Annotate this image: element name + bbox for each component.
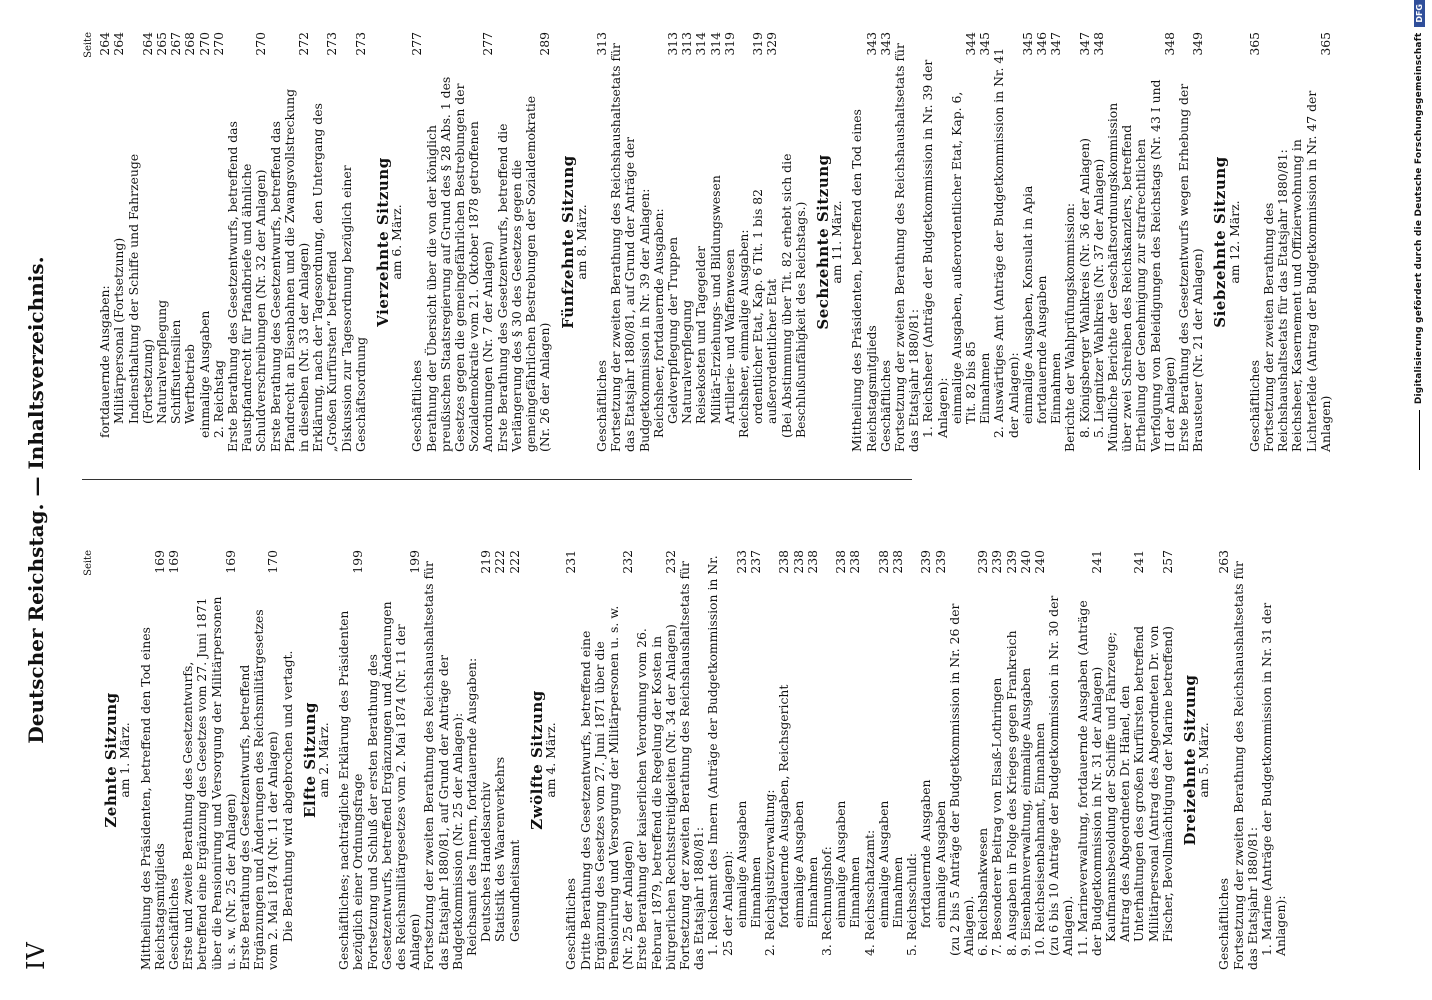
toc-entry: einmalige Ausgaben 233 — [733, 550, 749, 928]
toc-entry: Erklärung, nach der Tagesordnung, den Untergang des „Großen Kurfürsten“ betreffend 273 — [310, 32, 340, 452]
session-heading: Fünfzehnte Sitzung — [558, 155, 577, 329]
toc-entry: Gesundheitsamt 222 — [506, 550, 522, 942]
toc-entry: Statistik des Waarenverkehrs 222 — [492, 550, 508, 942]
toc-entry: 10. Reichseisenbahnamt, Einnahmen 240 — [1032, 550, 1047, 956]
toc-entry: Fortsetzung der zweiten Berathung des Reichshaushaltsetats für das Etatsjahr 1880/81: Reichsheer, Kasernement und Offizierwohnung in Lichterfelde (Antrag der Budgetkommission in Nr. 47 der Anlagen) 365 — [1261, 32, 1333, 452]
toc-entry: Einnahmen 238 — [889, 550, 905, 928]
toc-entry: Fortsetzung der zweiten Berathung des Reichshaushaltsetats für das Etatsjahr 1880/81: — [1230, 561, 1260, 970]
seite-label: Seite — [83, 32, 94, 58]
session-heading: Elfte Sitzung — [300, 701, 319, 819]
session-date: am 11. März. — [829, 200, 845, 284]
running-title: Deutscher Reichstag. — Inhaltsverzeichnis. — [24, 256, 48, 744]
right-column — [82, 32, 1333, 452]
footer-rule — [1419, 410, 1420, 470]
toc-entry: Erste Berathung des Gesetzentwurfs wegen Erhebung der Brausteuer (Nr. 21 der Anlagen) 349 — [1176, 32, 1206, 452]
toc-entry: 3. Rechnungshof: — [818, 846, 834, 956]
toc-entry: fortdauernde Ausgaben 346 — [1034, 32, 1049, 424]
toc-entry: Militärpersonal (Fortsetzung) 264 — [111, 32, 127, 424]
toc-entry: einmalige Ausgaben 238 — [875, 550, 891, 928]
toc-entry: Mittheilung des Präsidenten, betreffend den Tod eines Reichstagsmitglieds 169 — [137, 550, 167, 970]
toc-entry: 8. Königsberger Wahlkreis (Nr. 36 der Anlagen) 347 — [1076, 32, 1092, 438]
toc-entry: Mittheilung des Präsidenten, betreffend den Tod eines Reichstagsmitglieds 343 — [849, 32, 879, 452]
session-date: am 5. März. — [1196, 722, 1212, 798]
toc-entry: Indiensthaltung der Schiffe und Fahrzeuge (Fortsetzung) 264 — [125, 32, 155, 424]
session-heading: Zehnte Sitzung — [102, 692, 121, 828]
session-date: am 1. März. — [117, 722, 133, 798]
toc-entry: außerordentlicher Etat 329 — [764, 32, 780, 424]
page-header — [0, 0, 70, 1000]
toc-entry: 2. Reichstag 270 — [210, 32, 226, 438]
toc-entry: 9. Eisenbahnverwaltung, einmalige Ausgaben 240 — [1017, 550, 1033, 956]
toc-entry: Reisekosten und Tagegelder 314 — [693, 32, 709, 424]
session-heading: Vierzehnte Sitzung — [374, 157, 393, 327]
toc-entry: Berathung der Übersicht über die von der königlich preußischen Staatsregierung auf Grund des § 28 Abs. 1 des Gesetzes gegen die gemeingefährlichen Bestrebungen der Sozialdemokratie vom 21. Oktober 1878 getroffenen Anordnungen (Nr. 7 der Anlagen) 277 — [423, 32, 496, 452]
session-date: am 2. März. — [316, 722, 332, 798]
session-date: am 6. März. — [389, 204, 405, 280]
toc-entry: Erste Berathung der kaiserlichen Verordnung vom 26. Februar 1879, betreffend die Regelung der Kosten in bürgerlichen Rechtsstreitigkeiten (Nr. 34 der Anlagen) 232 — [634, 550, 678, 970]
toc-entry: Einnahmen 345 — [977, 32, 993, 424]
toc-entry: Erste Berathung des Gesetzentwurfs, betreffend das Faustpfandrecht für Pfandbriefe und ähnliche Schuldverschreibungen (Nr. 32 der Anlagen) 270 — [225, 32, 269, 452]
session-heading: Siebzehnte Sitzung — [1211, 156, 1230, 328]
toc-entry: Naturalverpflegung 265 — [154, 32, 170, 424]
toc-entry: einmalige Ausgaben, Konsulat in Apia 345 — [1019, 32, 1035, 424]
session-heading: Zwölfte Sitzung — [527, 690, 546, 830]
toc-entry: Geschäftliches 169 — [166, 550, 182, 970]
toc-entry: einmalige Ausgaben 238 — [833, 550, 849, 928]
toc-entry: (zu 6 bis 10 Anträge der Budgetkommission in Nr. 30 der Anlagen). — [1046, 595, 1076, 956]
seite-label: Seite — [83, 550, 94, 576]
toc-entry: Erste Berathung des Gesetzentwurfs, betreffend Ergänzungen und Änderungen des Reichsmilitärgesetzes vom 2. Mai 1874 (Nr. 11 der Anlagen) 170 — [237, 550, 281, 970]
toc-entry: Fortsetzung und Schluß der ersten Berathung des Gesetzentwurfs, betreffend Ergänzungen und Änderungen des Reichsmilitärgesetzes vom 2. Mai 1874 (Nr. 11 der Anlagen) 199 — [364, 550, 423, 970]
toc-entry: Einnahmen 347 — [1048, 32, 1064, 424]
toc-entry: Erste Berathung des Gesetzentwurfs, betreffend die Verlängerung des § 30 des Gesetzes gegen die gemeingefährlichen Bestrebungen der Sozialdemokratie (Nr. 26 der Anlagen) 289 — [494, 32, 553, 452]
toc-entry: Geschäftliches 313 — [593, 32, 609, 452]
toc-entry: fortdauernde Ausgaben 239 — [918, 550, 934, 928]
digitization-footer — [1408, 0, 1430, 470]
toc-entry: Werftbetrieb 268 — [182, 32, 198, 424]
dfg-logo: DFG — [1414, 0, 1425, 27]
toc-entry: Einnahmen 238 — [847, 550, 863, 928]
toc-entry: fortdauernde Ausgaben, Reichsgericht 238 — [776, 550, 792, 928]
session-date: am 4. März. — [543, 722, 559, 798]
toc-entry: Geschäftliches 263 — [1216, 550, 1232, 970]
toc-entry: 2. Auswärtiges Amt (Anträge der Budgetkommission in Nr. 41 der Anlagen): — [991, 47, 1021, 438]
toc-entry: Die Berathung wird abgebrochen und vertagt. — [279, 650, 295, 942]
toc-entry: einmalige Ausgaben 239 — [932, 550, 948, 928]
toc-entry: 1. Reichsamt des Innern (Anträge der Budgetkommission in Nr. 25 der Anlagen): — [705, 555, 735, 956]
toc-entry: Deutsches Handelsarchiv 219 — [478, 550, 494, 942]
toc-entry: ordentlicher Etat, Kap. 6 Tit. 1 bis 82 319 — [750, 32, 766, 424]
toc-entry: Einnahmen 238 — [804, 550, 820, 928]
toc-entry: 2. Reichsjustizverwaltung: — [762, 789, 778, 956]
toc-entry: Geschäftliches; nachträgliche Erklärung des Präsidenten bezüglich einer Ordnungsfrage 199 — [336, 550, 366, 970]
toc-entry: Fortsetzung der zweiten Berathung des Reichshaushaltsetats für das Etatsjahr 1880/81: — [676, 561, 707, 970]
toc-entry: Reichsheer, fortdauernde Ausgaben: — [650, 208, 666, 438]
toc-entry: Naturalverpflegung 313 — [679, 32, 695, 424]
toc-entry: Geldverpflegung der Truppen 313 — [664, 32, 680, 424]
page-number: IV — [22, 941, 50, 970]
toc-entry: (zu 2 bis 5 Anträge der Budgetkommission in Nr. 26 der Anlagen). — [946, 603, 976, 956]
toc-entry: Militärpersonal (Antrag des Abgeordneten Dr. von Fischer, Bevollmächtigung der Marine betreffend) 257 — [1145, 550, 1175, 942]
footer-text: Digitalisierung gefördert durch die Deutsche Forschungsgemeinschaft — [1414, 32, 1424, 405]
toc-entry: Erste und zweite Berathung des Gesetzentwurfs, betreffend eine Ergänzung des Gesetzes vom 27. Juni 1871 über die Pensionirung und Versorgung der Militärpersonen u. s. w. (Nr. 25 der Anlagen) 169 — [180, 550, 238, 970]
toc-entry: 1. Marine (Anträge der Budgetkommission in Nr. 31 der Anlagen): — [1259, 602, 1289, 956]
toc-entry: Einnahmen 237 — [747, 550, 763, 928]
toc-entry: Schiffsutensilien 267 — [168, 32, 184, 424]
session-date: am 8. März. — [573, 204, 589, 280]
toc-entry: einmalige Ausgaben 270 — [196, 32, 212, 438]
left-column — [82, 550, 1288, 970]
column-divider — [82, 479, 912, 480]
toc-entry: Geschäftliches 231 — [563, 550, 579, 970]
toc-entry: (Bei Abstimmung über Tit. 82 erhebt sich die Beschlußunfähigkeit des Reichstags.) — [778, 153, 808, 438]
toc-entry: 4. Reichsschatzamt: — [861, 829, 877, 956]
toc-entry: einmalige Ausgaben, außerordentlicher Etat, Kap. 6, Tit. 82 bis 85 344 — [948, 32, 978, 424]
toc-entry: Berichte der Wahlprüfungskommission: — [1062, 202, 1078, 452]
toc-entry: Geschäftliches 365 — [1246, 32, 1262, 452]
session-date: am 12. März. — [1226, 200, 1242, 284]
toc-entry: Dritte Berathung des Gesetzentwurfs, betreffend eine Ergänzung des Gesetzes vom 27. Juni 1871 über die Pensionirung und Versorgung der Militärpersonen u. s. w. (Nr. 25 der Anlagen) 232 — [577, 550, 636, 970]
toc-entry: 7. Besonderer Beitrag von Elsaß-Lothringen 239 — [989, 550, 1005, 956]
toc-entry: Geschäftliches 277 — [409, 32, 425, 452]
session-heading: Dreizehnte Sitzung — [1181, 674, 1200, 846]
toc-entry: Geschäftliches 343 — [877, 32, 893, 452]
session-heading: Sechzehnte Sitzung — [813, 154, 832, 330]
toc-entry: 8. Ausgaben in Folge des Krieges gegen Frankreich 239 — [1003, 550, 1019, 956]
toc-entry: Kaufmannsbesoldung der Schiffe und Fahrzeuge; Antrag des Abgeordneten Dr. Hänel, den Unterhaltungen des großen Kurfürsten betreffend 241 — [1103, 550, 1147, 942]
toc-entry: 5. Reichsschuld: — [904, 853, 920, 956]
toc-entry: Reichsamt des Innern, fortdauernde Ausgaben: — [464, 657, 480, 956]
toc-entry: 1. Reichsheer (Anträge der Budgetkommission in Nr. 39 der Anlagen): — [920, 59, 950, 438]
toc-entry: fortdauernde Ausgaben: 264 — [97, 32, 113, 438]
toc-entry: Fortsetzung der zweiten Berathung des Reichshaushaltsetats für das Etatsjahr 1880/81, auf Grund der Anträge der Budgetkommission in Nr. 39 der Anlagen: — [608, 43, 652, 452]
toc-entry: 6. Reichsbankwesen 239 — [975, 550, 991, 956]
toc-entry: 11. Marineverwaltung, fortdauernde Ausgaben (Anträge der Budgetkommission in Nr. 31 der Anlagen) 241 — [1074, 550, 1104, 956]
toc-entry: Militär-Erziehungs- und Bildungswesen 314 — [707, 32, 723, 424]
toc-entry: Reichsheer, einmalige Ausgaben: — [735, 229, 751, 438]
toc-entry: einmalige Ausgaben 238 — [790, 550, 806, 928]
toc-entry: Fortsetzung der zweiten Berathung des Reichshaushaltsetats für das Etatsjahr 1880/81: — [891, 43, 922, 452]
toc-entry: Diskussion zur Tagesordnung bezüglich einer Geschäftsordnung 273 — [338, 32, 368, 452]
toc-entry: 5. Liegnitzer Wahlkreis (Nr. 37 der Anlagen) 348 — [1090, 32, 1106, 438]
toc-entry: Artillerie- und Waffenwesen 319 — [721, 32, 737, 424]
toc-entry: Mündliche Berichte der Geschäftsordnungskommission über zwei Schreiben des Reichskanzlers, betreffend Ertheilung der Genehmigung zur strafrechtlichen Verfolgung von Beleidigungen des Reichstags (Nr. 43 I und II der Anlagen) 348 — [1105, 32, 1177, 452]
toc-entry: Fortsetzung der zweiten Berathung des Reichshaushaltsetats für das Etatsjahr 1880/81, auf Grund der Anträge der Budgetkommission (Nr. 25 der Anlagen): — [421, 561, 465, 970]
toc-entry: Erste Berathung des Gesetzentwurfs, betreffend das Pfandrecht an Eisenbahnen und die Zwangsvollstreckung in dieselben (Nr. 33 der Anlagen) 272 — [267, 32, 312, 452]
